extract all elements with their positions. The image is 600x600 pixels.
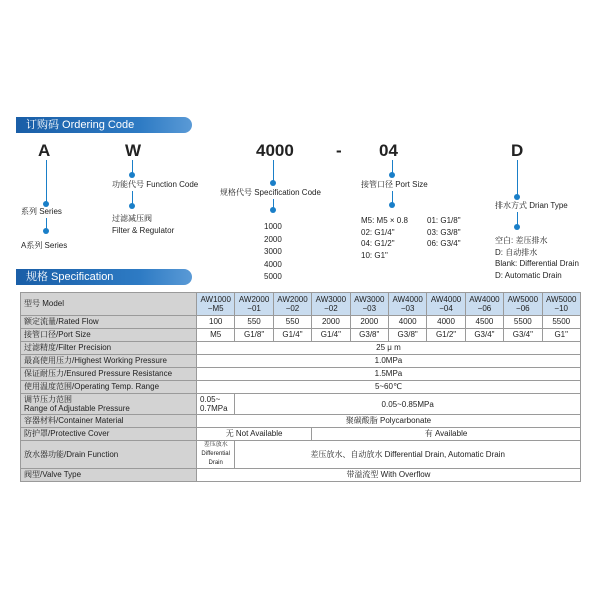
function-connector-dot (129, 172, 135, 178)
port-value: 06: G3/4" (427, 239, 461, 248)
spec-code-label: 规格代号 Specification Code (220, 188, 321, 197)
precision-row (21, 342, 581, 355)
flow-cell: 2000 (350, 316, 388, 329)
row-header: 调节压力范围 Range of Adjustable Pressure (21, 394, 197, 415)
row-header: 接管口径/Port Size (21, 329, 197, 342)
adjust-cell-first: 0.05~ 0.7MPa (197, 394, 235, 415)
flow-cell: 4500 (465, 316, 503, 329)
spec-value-dot (270, 207, 276, 213)
row-header: 使用温度范围/Operating Temp. Range (21, 381, 197, 394)
cover-cell-no: 无 Not Available (197, 428, 312, 441)
row-header: 容器材料/Container Material (21, 415, 197, 428)
flow-cell: 5500 (504, 316, 542, 329)
temp-cell: 5~60℃ (197, 381, 581, 394)
flow-cell: 2000 (312, 316, 350, 329)
valve-cell: 带溢流型 With Overflow (197, 469, 581, 482)
code-series-letter: A (38, 141, 51, 160)
flow-row (21, 316, 581, 329)
flow-cell: 4000 (427, 316, 465, 329)
row-header: 过滤精度/Filter Precision (21, 342, 197, 355)
model-cell: AW3000 −02 (312, 293, 350, 316)
series-label: 系列 Series (21, 207, 62, 216)
model-cell: AW4000 −06 (465, 293, 503, 316)
port-value-dot (389, 202, 395, 208)
row-header: 阀型/Valve Type (21, 469, 197, 482)
spec-values-list (264, 221, 282, 284)
specification-banner: 规格 Specification (20, 269, 192, 285)
function-value-en: Filter & Regulator (112, 226, 175, 235)
row-header: 最高使用压力/Highest Working Pressure (21, 355, 197, 368)
port-cell: G3/8" (350, 329, 388, 342)
pressure-row (21, 355, 581, 368)
flow-cell: 100 (197, 316, 235, 329)
model-cell: AW2000 −01 (235, 293, 273, 316)
drain-values-list (495, 235, 579, 281)
container-row (21, 415, 581, 428)
port-value: 01: G1/8" (427, 216, 461, 225)
function-value-dot (129, 203, 135, 209)
row-header: 保证耐压力/Ensured Pressure Resistance (21, 368, 197, 381)
port-cell: G3/4" (504, 329, 542, 342)
adjust-row (21, 394, 581, 415)
adjust-cell-rest: 0.05~0.85MPa (235, 394, 581, 415)
row-header: 防护罩/Protective Cover (21, 428, 197, 441)
ensured-cell: 1.5MPa (197, 368, 581, 381)
code-drain-letter: D (511, 141, 524, 160)
port-cell: G1/2" (427, 329, 465, 342)
flow-cell: 4000 (388, 316, 426, 329)
port-size-label: 接管口径 Port Size (361, 180, 428, 189)
code-function-letter: W (125, 141, 142, 160)
port-values-col1 (361, 215, 408, 261)
port-cell: G1" (542, 329, 580, 342)
drain-value-dot (514, 224, 520, 230)
drain-value: 空白: 差压排水 (495, 236, 548, 245)
model-row (21, 293, 581, 316)
port-value: 02: G1/4" (361, 227, 395, 237)
port-cell: G3/4" (465, 329, 503, 342)
temp-row (21, 381, 581, 394)
port-value: 10: G1" (361, 250, 388, 260)
port-cell: G1/4" (312, 329, 350, 342)
container-cell: 聚碳酸脂 Polycarbonate (197, 415, 581, 428)
row-header: 额定流量/Rated Flow (21, 316, 197, 329)
model-cell: AW1000 −M5 (197, 293, 235, 316)
ensured-row (21, 368, 581, 381)
model-cell: AW5000 −10 (542, 293, 580, 316)
pressure-cell: 1.0MPa (197, 355, 581, 368)
specification-table (20, 292, 581, 482)
model-cell: AW3000 −03 (350, 293, 388, 316)
function-value-cn: 过滤减压阀 (112, 214, 152, 223)
model-cell: AW4000 −04 (427, 293, 465, 316)
drain-row (21, 441, 581, 469)
code-spec-number: 4000 (256, 141, 294, 160)
port-cell: G1/4" (273, 329, 311, 342)
row-header: 放水器功能/Drain Function (21, 441, 197, 469)
cover-cell-yes: 有 Available (312, 428, 581, 441)
spec-connector-line (273, 160, 274, 182)
drain-connector-line (517, 160, 518, 196)
series-connector-line (46, 160, 47, 202)
cover-row (21, 428, 581, 441)
model-cell: AW2000 −02 (273, 293, 311, 316)
drain-connector-dot (514, 194, 520, 200)
port-values-col2 (427, 215, 461, 250)
drain-value: D: 自动排水 (495, 247, 538, 257)
port-value: M5: M5 × 0.8 (361, 216, 408, 225)
function-label: 功能代号 Function Code (112, 180, 199, 189)
model-cell: AW5000 −06 (504, 293, 542, 316)
ordering-code-banner: 订购码 Ordering Code (20, 117, 192, 133)
precision-cell: 25 μ m (197, 342, 581, 355)
series-value: A系列 Series (21, 241, 68, 250)
model-cell: AW4000 −03 (388, 293, 426, 316)
flow-cell: 550 (273, 316, 311, 329)
valve-row (21, 469, 581, 482)
code-port-number: 04 (379, 141, 398, 160)
port-cell: G1/8" (235, 329, 273, 342)
port-value: 03: G3/8" (427, 227, 461, 237)
port-value: 04: G1/2" (361, 239, 395, 248)
series-value-dot (43, 228, 49, 234)
spec-value: 5000 (264, 272, 282, 282)
port-cell: M5 (197, 329, 235, 342)
drain-value: D: Automatic Drain (495, 270, 562, 280)
port-connector-dot (389, 172, 395, 178)
code-dash: - (336, 141, 342, 160)
spec-value: 4000 (264, 259, 282, 269)
port-cell: G3/8" (388, 329, 426, 342)
drain-cell-first: 差压放水 Differential Drain (197, 441, 235, 469)
spec-value: 3000 (264, 247, 282, 257)
drain-type-label: 排水方式 Drian Type (495, 201, 568, 210)
spec-value: 2000 (264, 234, 282, 244)
row-header: 型号 Model (21, 293, 197, 316)
flow-cell: 5500 (542, 316, 580, 329)
spec-connector-dot (270, 180, 276, 186)
port-row (21, 329, 581, 342)
flow-cell: 550 (235, 316, 273, 329)
drain-value: Blank: Differential Drain (495, 259, 579, 268)
spec-value: 1000 (264, 222, 282, 231)
drain-cell-rest: 差压放水、自动放水 Differential Drain, Automatic Drain (235, 441, 581, 469)
